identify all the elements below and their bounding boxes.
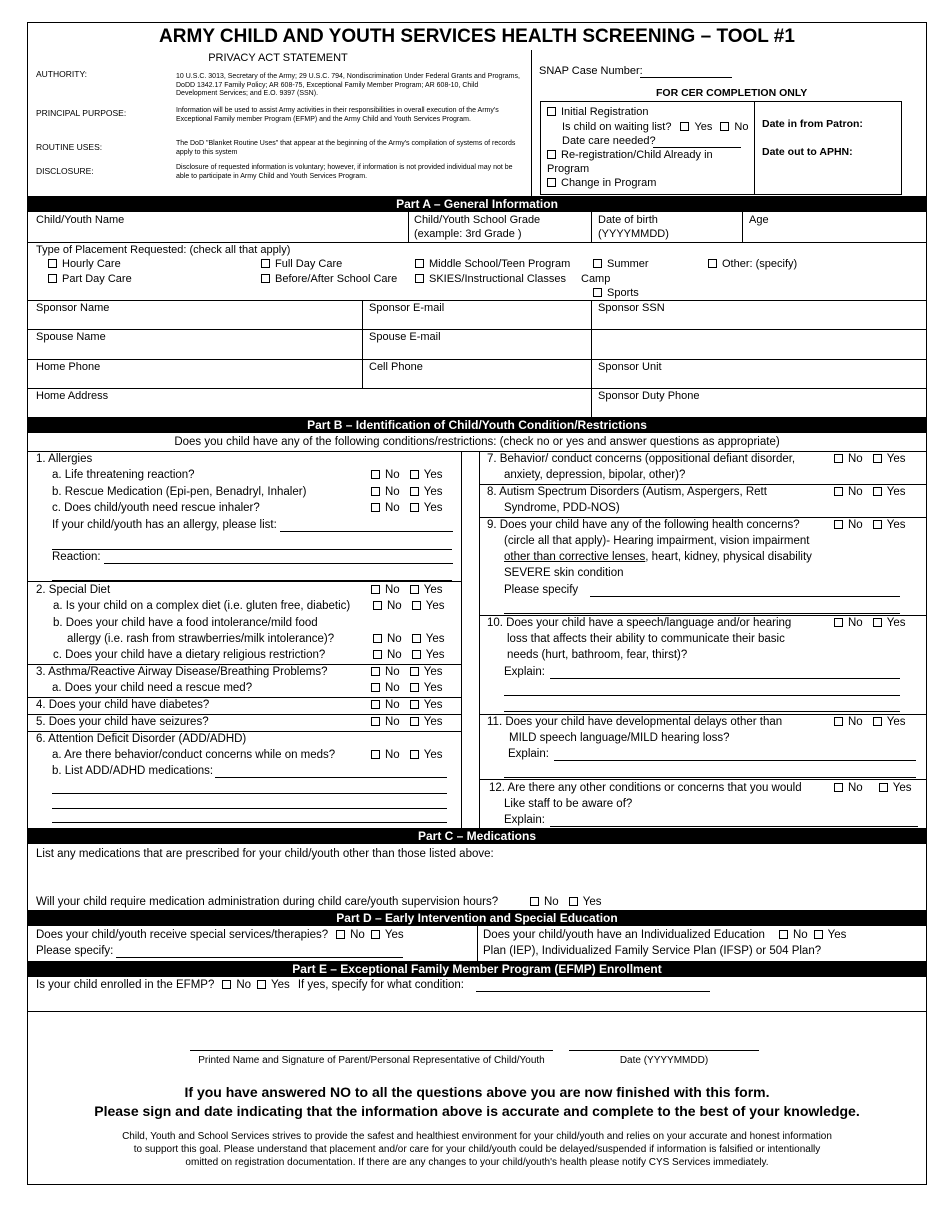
q3a-text: a. Does your child need a rescue med?: [52, 682, 253, 694]
services-specify-input[interactable]: [116, 957, 403, 958]
part-b-intro: Does you child have any of the following conditions/restrictions: (check no or yes and answer questions as appropriate): [174, 436, 780, 448]
summer-option[interactable]: Summer: [593, 258, 649, 271]
q7-no-checkbox[interactable]: [834, 454, 843, 463]
q2a-no-checkbox[interactable]: [373, 601, 382, 610]
q9-specify-input[interactable]: [590, 596, 900, 597]
part-c-header: Part C – Medications: [28, 828, 926, 844]
q7-text-2: anxiety, depression, bipolar, other)?: [504, 469, 686, 481]
q6-adhd: 6. Attention Deficit Disorder (ADD/ADHD): [36, 733, 247, 745]
q10-yes-checkbox[interactable]: [873, 618, 882, 627]
q12-answer: No Yes: [834, 782, 921, 795]
q12-yes-checkbox[interactable]: [879, 783, 888, 792]
cell-phone-label: Cell Phone: [369, 361, 423, 373]
signature-line[interactable]: [190, 1050, 553, 1051]
privacy-heading: PRIVACY ACT STATEMENT: [208, 52, 348, 64]
q5-no-checkbox[interactable]: [371, 717, 380, 726]
q9-text-2: (circle all that apply)- Hearing impairment, vision impairment: [504, 535, 810, 547]
q4-yes-checkbox[interactable]: [410, 700, 419, 709]
q10-explain-input[interactable]: [550, 678, 900, 679]
q3a-yes-checkbox[interactable]: [410, 683, 419, 692]
dob-format: (YYYYMMDD): [598, 228, 669, 240]
divider: [742, 212, 743, 242]
signature-label: Printed Name and Signature of Parent/Personal Representative of Child/Youth: [198, 1055, 545, 1066]
q2a-text: a. Is your child on a complex diet (i.e. gluten free, diabetic): [53, 600, 351, 612]
q2c-text: c. Does your child have a dietary religious restriction?: [53, 649, 326, 661]
q11-no-checkbox[interactable]: [834, 717, 843, 726]
divider: [28, 242, 926, 243]
divider: [591, 300, 592, 417]
routine-text: The DoD "Blanket Routine Uses" that appear at the beginning of the Army's compilation of systems of records apply to this system: [176, 140, 516, 156]
q10-answer: No Yes: [834, 617, 915, 630]
efmp-no-checkbox[interactable]: [222, 980, 231, 989]
divider: [28, 664, 461, 665]
q9-yes-checkbox[interactable]: [873, 520, 882, 529]
date-in-label: Date in from Patron:: [762, 118, 863, 130]
waiting-list-row: Is child on waiting list? Yes No: [562, 121, 749, 133]
waiting-no-checkbox[interactable]: [720, 122, 729, 131]
divider: [461, 451, 462, 828]
q2-answer: No Yes: [371, 584, 452, 597]
sponsor-ssn-label: Sponsor SSN: [598, 302, 665, 314]
sports-checkbox[interactable]: [593, 288, 602, 297]
q10-text-3: needs (hurt, bathroom, fear, thirst)?: [507, 649, 688, 661]
q1a-no-checkbox[interactable]: [371, 470, 380, 479]
adhd-meds-input[interactable]: [215, 777, 447, 778]
q10-no-checkbox[interactable]: [834, 618, 843, 627]
sports-option[interactable]: Sports: [593, 287, 639, 300]
notice-line-2: to support this goal. Please understand that placement and/or care for your child/youth could be delayed/suspended if information is falsified or intentionally: [133, 1144, 821, 1155]
part-d-iep-2: Plan (IEP), Individualized Family Service Plan (IFSP) or 504 Plan?: [483, 945, 822, 957]
before-after-option[interactable]: Before/After School Care: [261, 273, 397, 286]
divider: [362, 300, 363, 388]
q2b-yes-checkbox[interactable]: [412, 634, 421, 643]
reregistration-checkbox[interactable]: [547, 150, 556, 159]
divider: [28, 329, 362, 330]
q8-answer: No Yes: [834, 486, 915, 499]
q6a-no-checkbox[interactable]: [371, 750, 380, 759]
notice-line-3: omitted on registration documentation. If there are any changes to your child/youth's health please notify CYS Services immediately.: [185, 1157, 769, 1168]
divider: [479, 451, 480, 828]
q2-yes-checkbox[interactable]: [410, 585, 419, 594]
services-no-checkbox[interactable]: [336, 930, 345, 939]
waiting-yes-checkbox[interactable]: [680, 122, 689, 131]
spouse-email-label: Spouse E-mail: [369, 331, 441, 343]
q5-answer: No Yes: [371, 716, 452, 729]
divider: [479, 484, 926, 485]
q12-explain-input[interactable]: [550, 826, 918, 827]
q1b-text: b. Rescue Medication (Epi-pen, Benadryl, Inhaler): [52, 486, 307, 498]
part-c-admin-question: Will your child require medication administration during child care/youth supervision hours?: [36, 896, 499, 908]
q2-no-checkbox[interactable]: [371, 585, 380, 594]
spouse-name-label: Spouse Name: [36, 331, 106, 343]
q1a-answer: No Yes: [371, 469, 452, 482]
q11-text-2: MILD speech language/MILD hearing loss?: [509, 732, 730, 744]
q1-list-label: If your child/youth has an allergy, please list:: [52, 519, 277, 531]
q2c-yes-checkbox[interactable]: [412, 650, 421, 659]
school-grade-label: Child/Youth School Grade: [414, 214, 541, 226]
finish-line-2: Please sign and date indicating that the information above is accurate and complete to the best of your knowledge.: [94, 1103, 860, 1119]
divider: [477, 926, 478, 961]
q9-text-3: other than corrective lenses, heart, kidney, physical disability: [504, 551, 812, 563]
q10-text-2: loss that affects their ability to communicate their basic: [507, 633, 785, 645]
efmp-yes-checkbox[interactable]: [257, 980, 266, 989]
disclosure-label: DISCLOSURE:: [36, 166, 94, 176]
q8-text-2: Syndrome, PDD-NOS): [504, 502, 620, 514]
q2b-text-1: b. Does your child have a food intolerance/mild food: [53, 617, 318, 629]
q8-text-1: 8. Autism Spectrum Disorders (Autism, Aspergers, Rett: [487, 486, 767, 498]
q3-no-checkbox[interactable]: [371, 667, 380, 676]
grade-example: (example: 3rd Grade ): [414, 228, 522, 240]
part-day-care-checkbox[interactable]: [48, 274, 57, 283]
hourly-care-checkbox[interactable]: [48, 259, 57, 268]
q9-text-4: SEVERE skin condition: [504, 567, 624, 579]
q1-allergies: 1. Allergies: [36, 453, 93, 465]
finish-line-1: If you have answered NO to all the questions above you are now finished with this form.: [184, 1084, 770, 1100]
q3-asthma: 3. Asthma/Reactive Airway Disease/Breathing Problems?: [36, 666, 328, 678]
cer-heading: FOR CER COMPLETION ONLY: [656, 87, 808, 99]
q10-explain-line3[interactable]: [504, 711, 900, 712]
part-day-care-option[interactable]: Part Day Care: [48, 273, 132, 286]
part-b-header: Part B – Identification of Child/Youth Condition/Restrictions: [28, 417, 926, 433]
divider: [591, 388, 926, 389]
privacy-divider: [531, 50, 532, 196]
full-day-care-option[interactable]: Full Day Care: [261, 258, 342, 271]
q6a-answer: No Yes: [371, 749, 452, 762]
reregistration-program-text: Program: [547, 163, 590, 175]
summer-checkbox[interactable]: [593, 259, 602, 268]
purpose-label: PRINCIPAL PURPOSE:: [36, 108, 127, 118]
divider: [479, 779, 926, 780]
divider: [28, 697, 461, 698]
divider: [28, 1011, 926, 1012]
services-yes-checkbox[interactable]: [371, 930, 380, 939]
q3-answer: No Yes: [371, 666, 452, 679]
other-option[interactable]: Other: (specify): [708, 258, 797, 271]
q2a-yes-checkbox[interactable]: [412, 601, 421, 610]
q1b-yes-checkbox[interactable]: [410, 487, 419, 496]
part-e-question: Is your child enrolled in the EFMP? No Yes If yes, specify for what condition:: [36, 979, 465, 991]
divider: [479, 517, 926, 518]
q8-no-checkbox[interactable]: [834, 487, 843, 496]
adhd-meds-line2[interactable]: [52, 793, 447, 794]
adhd-meds-line3[interactable]: [52, 808, 447, 809]
q2c-no-checkbox[interactable]: [373, 650, 382, 659]
q9-specify-line2[interactable]: [504, 613, 900, 614]
part-e-header: Part E – Exceptional Family Member Program (EFMP) Enrollment: [28, 961, 926, 977]
q12-text-2: Like staff to be aware of?: [504, 798, 633, 810]
date-line[interactable]: [569, 1050, 759, 1051]
q3a-no-checkbox[interactable]: [371, 683, 380, 692]
q6b-text: b. List ADD/ADHD medications:: [52, 765, 214, 777]
middle-school-checkbox[interactable]: [415, 259, 424, 268]
q5-yes-checkbox[interactable]: [410, 717, 419, 726]
part-a-header: Part A – General Information: [28, 196, 926, 212]
divider: [28, 388, 591, 389]
q7-yes-checkbox[interactable]: [873, 454, 882, 463]
q1a-yes-checkbox[interactable]: [410, 470, 419, 479]
divider: [28, 731, 461, 732]
q6a-text: a. Are there behavior/conduct concerns while on meds?: [52, 749, 336, 761]
q11-text-1: 11. Does your child have developmental delays other than: [487, 716, 783, 728]
q4-no-checkbox[interactable]: [371, 700, 380, 709]
med-admin-yes-checkbox[interactable]: [569, 897, 578, 906]
q4-answer: No Yes: [371, 699, 452, 712]
q9-no-checkbox[interactable]: [834, 520, 843, 529]
disclosure-text: Disclosure of requested information is voluntary; however, if information is not provided individual may not be able to participate in Army Child and Youth Services Program.: [176, 164, 513, 180]
date-care-needed-input[interactable]: [653, 147, 741, 148]
divider: [28, 714, 461, 715]
notice-line-1: Child, Youth and School Services strives to provide the safest and healthiest environment for your child/youth and relies on your accurate and honest information: [122, 1131, 832, 1142]
initial-registration-option[interactable]: Initial Registration: [547, 106, 648, 119]
q3a-answer: No Yes: [371, 682, 452, 695]
before-after-checkbox[interactable]: [261, 274, 270, 283]
q4-diabetes: 4. Does your child have diabetes?: [36, 699, 210, 711]
sponsor-duty-phone-label: Sponsor Duty Phone: [598, 390, 700, 402]
cer-divider: [754, 101, 755, 195]
q1b-no-checkbox[interactable]: [371, 487, 380, 496]
skies-option[interactable]: SKIES/Instructional Classes: [415, 273, 566, 286]
q5-seizures: 5. Does your child have seizures?: [36, 716, 209, 728]
sponsor-unit-label: Sponsor Unit: [598, 361, 662, 373]
change-program-option[interactable]: Change in Program: [547, 177, 656, 190]
reregistration-option[interactable]: Re-registration/Child Already in: [547, 149, 713, 162]
part-d-specify-label: Please specify:: [36, 945, 114, 957]
adhd-meds-line4[interactable]: [52, 822, 447, 823]
sponsor-email-label: Sponsor E-mail: [369, 302, 445, 314]
divider: [408, 212, 409, 242]
q7-text-1: 7. Behavior/ conduct concerns (oppositional defiant disorder,: [487, 453, 796, 465]
routine-label: ROUTINE USES:: [36, 142, 103, 152]
snap-label: SNAP Case Number:: [539, 65, 643, 77]
q6a-yes-checkbox[interactable]: [410, 750, 419, 759]
child-name-label: Child/Youth Name: [36, 214, 125, 226]
q10-explain-label: Explain:: [504, 666, 545, 678]
q2b-answer: No Yes: [373, 633, 454, 646]
q12-explain-label: Explain:: [504, 814, 545, 826]
age-label: Age: [749, 214, 769, 226]
divider: [479, 714, 926, 715]
hourly-care-option[interactable]: Hourly Care: [48, 258, 121, 271]
form-title: ARMY CHILD AND YOUTH SERVICES HEALTH SCREENING – TOOL #1: [159, 26, 795, 47]
q1c-answer: No Yes: [371, 502, 452, 515]
reaction-input[interactable]: [104, 563, 453, 564]
q3-yes-checkbox[interactable]: [410, 667, 419, 676]
q8-yes-checkbox[interactable]: [873, 487, 882, 496]
skies-checkbox[interactable]: [415, 274, 424, 283]
q2a-answer: No Yes: [373, 600, 454, 613]
q10-text-1: 10. Does your child have a speech/language and/or hearing: [487, 617, 792, 629]
authority-text: 10 U.S.C. 3013, Secretary of the Army; 29 U.S.C. 794, Nondiscrimination Under Federal Grants and Programs, DoDD 1342.17 Family Policy; AR 608-75, Exceptional Family Member Program; AR 608-10, Child Development Services; and E.O. 9397 (SSN).: [176, 73, 520, 98]
q11-explain-label: Explain:: [508, 748, 549, 760]
divider: [28, 300, 926, 301]
q2-special-diet: 2. Special Diet: [36, 584, 111, 596]
allergy-list-line2[interactable]: [52, 549, 452, 550]
q1c-no-checkbox[interactable]: [371, 503, 380, 512]
q9-specify-label: Please specify: [504, 584, 579, 596]
q12-text-1: 12. Are there any other conditions or concerns that you would: [489, 782, 802, 794]
divider: [28, 451, 926, 452]
date-care-needed-label: Date care needed?: [562, 135, 656, 147]
iep-no-checkbox[interactable]: [779, 930, 788, 939]
q9-text-1: 9. Does your child have any of the following health concerns?: [487, 519, 800, 531]
date-out-label: Date out to APHN:: [762, 146, 853, 158]
part-d-services-question: Does your child/youth receive special services/therapies? No Yes: [36, 929, 404, 941]
reaction-label: Reaction:: [52, 551, 101, 563]
q1a-text: a. Life threatening reaction?: [52, 469, 195, 481]
q12-no-checkbox[interactable]: [834, 783, 843, 792]
health-screening-form: [27, 22, 927, 1185]
divider: [28, 359, 926, 360]
divider: [479, 615, 926, 616]
full-day-care-checkbox[interactable]: [261, 259, 270, 268]
q1c-text: c. Does child/youth need rescue inhaler?: [52, 502, 260, 514]
q2c-answer: No Yes: [373, 649, 454, 662]
change-program-checkbox[interactable]: [547, 178, 556, 187]
q11-answer: No Yes: [834, 716, 915, 729]
allergy-list-input[interactable]: [280, 531, 453, 532]
camp-text: Camp: [581, 273, 611, 285]
authority-label: AUTHORITY:: [36, 69, 88, 79]
q2b-no-checkbox[interactable]: [373, 634, 382, 643]
q9-answer: No Yes: [834, 519, 915, 532]
iep-yes-checkbox[interactable]: [814, 930, 823, 939]
q11-yes-checkbox[interactable]: [873, 717, 882, 726]
q11-explain-input[interactable]: [554, 760, 916, 761]
q2b-text-2: allergy (i.e. rash from strawberries/milk intolerance)?: [67, 633, 335, 645]
q1c-yes-checkbox[interactable]: [410, 503, 419, 512]
efmp-condition-input[interactable]: [476, 991, 710, 992]
date-label: Date (YYYYMMDD): [619, 1055, 709, 1066]
placement-label: Type of Placement Requested: (check all that apply): [36, 244, 291, 256]
home-address-label: Home Address: [36, 390, 109, 402]
part-c-answer: No Yes: [530, 896, 611, 909]
q1b-answer: No Yes: [371, 486, 452, 499]
q7-answer: No Yes: [834, 453, 915, 466]
part-d-iep-1: Does your child/youth have an Individualized Education No Yes: [483, 929, 847, 941]
divider: [591, 212, 592, 242]
initial-registration-checkbox[interactable]: [547, 107, 556, 116]
purpose-text: Information will be used to assist Army activities in their responsibilities in overall execution of the Army's Exceptional Family member Program (EFMP) and the Army Child and Youth Services Program.: [176, 107, 499, 123]
middle-school-option[interactable]: Middle School/Teen Program: [415, 258, 570, 271]
home-phone-label: Home Phone: [36, 361, 101, 373]
part-c-list-label: List any medications that are prescribed for your child/youth other than those listed above:: [36, 848, 494, 860]
sponsor-name-label: Sponsor Name: [36, 302, 110, 314]
other-checkbox[interactable]: [708, 259, 717, 268]
q10-explain-line2[interactable]: [504, 695, 900, 696]
snap-input[interactable]: [640, 77, 732, 78]
med-admin-no-checkbox[interactable]: [530, 897, 539, 906]
divider: [28, 581, 461, 582]
part-d-header: Part D – Early Intervention and Special Education: [28, 910, 926, 926]
dob-label: Date of birth: [598, 214, 658, 226]
q11-explain-line2[interactable]: [504, 777, 916, 778]
